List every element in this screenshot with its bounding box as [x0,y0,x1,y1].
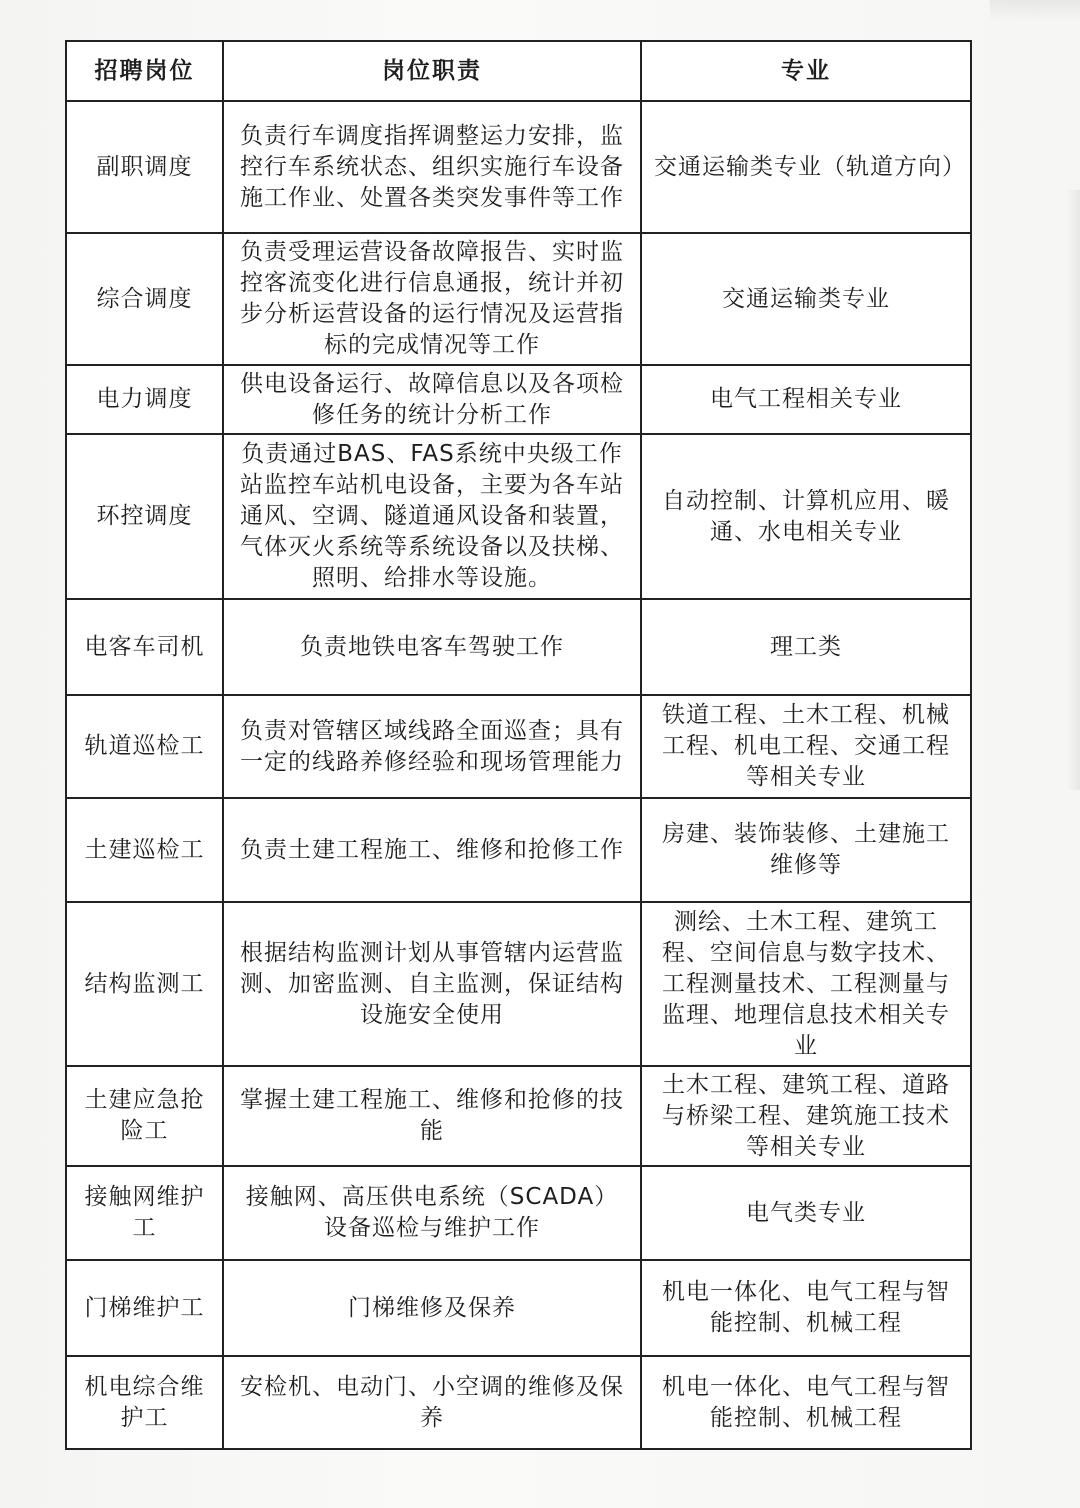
scan-corner-shade [990,0,1080,22]
cell-duty: 供电设备运行、故障信息以及各项检修任务的统计分析工作 [223,365,641,434]
cell-major: 电气类专业 [641,1166,971,1260]
scan-edge-shade [1066,190,1080,790]
recruitment-table [65,40,972,1450]
header-major: 专业 [641,41,971,101]
cell-position: 综合调度 [66,233,223,365]
header-position: 招聘岗位 [66,41,223,101]
table-row [66,434,971,599]
cell-major: 交通运输类专业（轨道方向） [641,101,971,233]
cell-duty: 门梯维修及保养 [223,1260,641,1356]
cell-position: 电力调度 [66,365,223,434]
cell-major: 理工类 [641,599,971,695]
cell-duty: 负责土建工程施工、维修和抢修工作 [223,798,641,902]
table-row [66,233,971,365]
cell-position: 机电综合维护工 [66,1356,223,1449]
table-row [66,599,971,695]
cell-major: 测绘、土木工程、建筑工程、空间信息与数字技术、工程测量技术、工程测量与监理、地理信息技术相关专业 [641,902,971,1066]
table-row [66,1166,971,1260]
cell-major: 自动控制、计算机应用、暖通、水电相关专业 [641,434,971,599]
cell-major: 土木工程、建筑工程、道路与桥梁工程、建筑施工技术等相关专业 [641,1066,971,1166]
table-row [66,1066,971,1166]
cell-position: 轨道巡检工 [66,695,223,798]
cell-position: 电客车司机 [66,599,223,695]
cell-major: 交通运输类专业 [641,233,971,365]
cell-duty: 安检机、电动门、小空调的维修及保养 [223,1356,641,1449]
cell-duty: 负责对管辖区域线路全面巡查；具有一定的线路养修经验和现场管理能力 [223,695,641,798]
cell-major: 房建、装饰装修、土建施工维修等 [641,798,971,902]
cell-major: 机电一体化、电气工程与智能控制、机械工程 [641,1356,971,1449]
cell-duty: 负责地铁电客车驾驶工作 [223,599,641,695]
table-header-row [66,41,971,101]
cell-major: 机电一体化、电气工程与智能控制、机械工程 [641,1260,971,1356]
cell-duty: 根据结构监测计划从事管辖内运营监测、加密监测、自主监测，保证结构设施安全使用 [223,902,641,1066]
cell-position: 土建应急抢险工 [66,1066,223,1166]
table-row [66,798,971,902]
table-row [66,1356,971,1449]
table-row [66,1260,971,1356]
cell-major: 铁道工程、土木工程、机械工程、机电工程、交通工程等相关专业 [641,695,971,798]
cell-position: 门梯维护工 [66,1260,223,1356]
cell-major: 电气工程相关专业 [641,365,971,434]
cell-position: 结构监测工 [66,902,223,1066]
table-row [66,695,971,798]
cell-duty: 负责受理运营设备故障报告、实时监控客流变化进行信息通报，统计并初步分析运营设备的运行情况及运营指标的完成情况等工作 [223,233,641,365]
table-row [66,902,971,1066]
table-row [66,365,971,434]
cell-position: 土建巡检工 [66,798,223,902]
cell-duty: 掌握土建工程施工、维修和抢修的技能 [223,1066,641,1166]
cell-duty: 负责行车调度指挥调整运力安排，监控行车系统状态、组织实施行车设备施工作业、处置各类突发事件等工作 [223,101,641,233]
cell-position: 副职调度 [66,101,223,233]
table-row [66,101,971,233]
cell-duty: 负责通过BAS、FAS系统中央级工作站监控车站机电设备，主要为各车站通风、空调、隧道通风设备和装置，气体灭火系统等系统设备以及扶梯、照明、给排水等设施。 [223,434,641,599]
cell-position: 接触网维护工 [66,1166,223,1260]
cell-duty: 接触网、高压供电系统（SCADA）设备巡检与维护工作 [223,1166,641,1260]
header-duty: 岗位职责 [223,41,641,101]
cell-position: 环控调度 [66,434,223,599]
